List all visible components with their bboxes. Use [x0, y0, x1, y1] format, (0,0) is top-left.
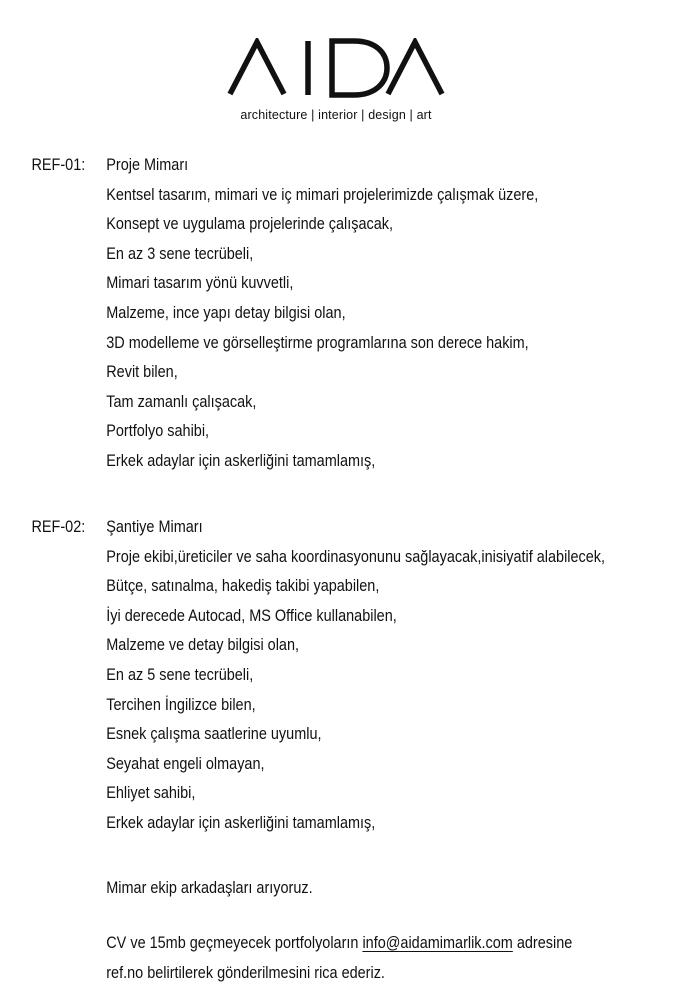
requirement-item: En az 3 sene tecrübeli, — [106, 243, 254, 263]
ref-code: REF-01: — [31, 155, 86, 174]
requirement-item: Malzeme, ince yapı detay bilgisi olan, — [106, 302, 346, 322]
ref-code: REF-02: — [31, 517, 86, 536]
job-title: Şantiye Mimarı — [106, 517, 203, 536]
company-logo — [0, 0, 679, 140]
requirement-item: Kentsel tasarım, mimari ve iç mimari projelerimizde çalışmak üzere, — [106, 184, 539, 204]
application-line-1 — [106, 928, 572, 958]
application-line-2: ref.no belirtilerek gönderilmesini rica ederiz. — [106, 962, 385, 982]
requirement-item: Seyahat engeli olmayan, — [106, 753, 265, 773]
team-search-text: Mimar ekip arkadaşları arıyoruz. — [106, 878, 313, 897]
requirement-item: Konsept ve uygulama projelerinde çalışacak, — [106, 214, 394, 234]
requirement-item: Proje ekibi,üreticiler ve saha koordinasyonunu sağlayacak,inisiyatif alabilecek, — [106, 546, 606, 566]
requirement-item: Erkek adaylar için askerliğini tamamlamış, — [106, 450, 376, 470]
contact-email-link[interactable]: info@aidamimarlik.com — [362, 933, 513, 952]
requirement-item: En az 5 sene tecrübeli, — [106, 664, 254, 684]
requirement-item: Bütçe, satınalma, hakediş takibi yapabilen, — [106, 576, 380, 596]
requirement-item: Esnek çalışma saatlerine uyumlu, — [106, 724, 322, 744]
requirement-item: Revit bilen, — [106, 362, 178, 382]
requirement-item: 3D modelleme ve görselleştirme programlarına son derece hakim, — [106, 332, 529, 352]
requirement-item: Portfolyo sahibi, — [106, 421, 210, 441]
requirement-item: Malzeme ve detay bilgisi olan, — [106, 635, 300, 655]
requirement-item: Mimari tasarım yönü kuvvetli, — [106, 273, 294, 293]
requirement-item: Ehliyet sahibi, — [106, 783, 196, 803]
aida-wordmark-logo — [226, 38, 446, 98]
job-title: Proje Mimarı — [106, 155, 189, 174]
requirement-item: Erkek adaylar için askerliğini tamamlamış, — [106, 812, 376, 832]
logo-tagline: architecture | interior | design | art — [240, 108, 432, 122]
job-details — [106, 512, 605, 838]
cv-instruction-suffix: adresine — [512, 933, 573, 952]
job-details — [106, 150, 538, 476]
requirement-item: İyi derecede Autocad, MS Office kullanabilen, — [106, 605, 397, 625]
requirement-item: Tam zamanlı çalışacak, — [106, 391, 257, 411]
cv-instruction-prefix: CV ve 15mb geçmeyecek portfolyoların — [106, 933, 363, 952]
requirement-item: Tercihen İngilizce bilen, — [106, 694, 256, 714]
